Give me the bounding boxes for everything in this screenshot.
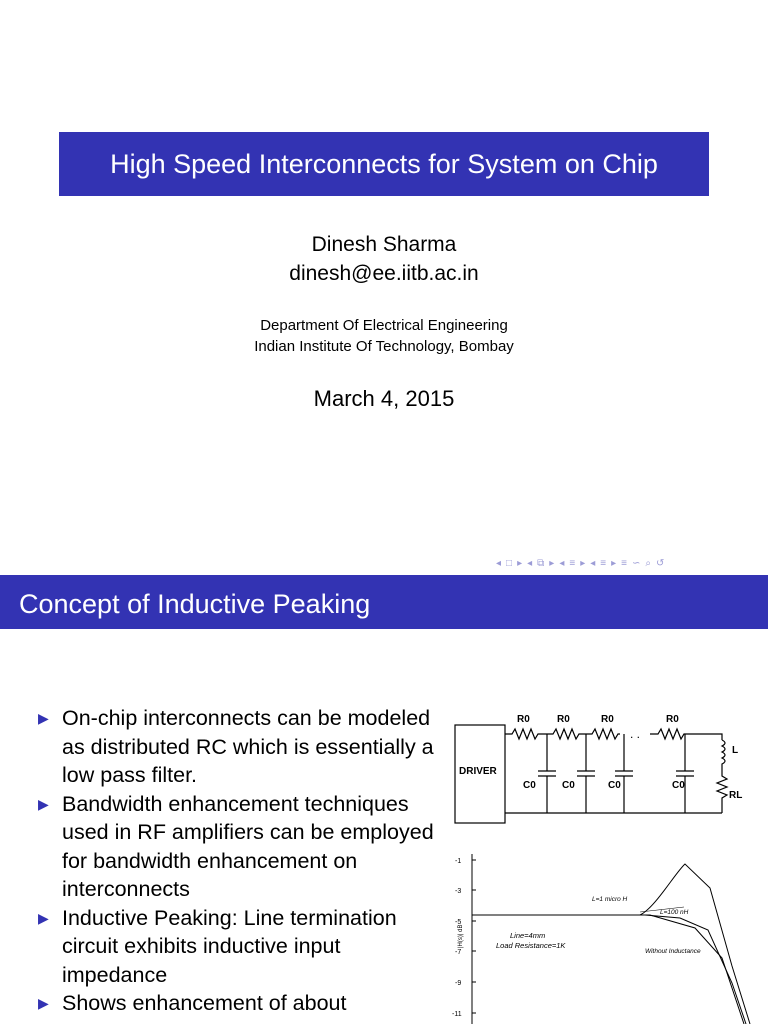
nav-doc-icon[interactable]: ≡ xyxy=(600,557,607,569)
resistor-label: R0 xyxy=(601,714,614,725)
frequency-response-plot xyxy=(450,848,760,1024)
resistor-label: R0 xyxy=(557,714,570,725)
resistor-chain xyxy=(505,729,620,739)
bullet-triangle-icon: ▶ xyxy=(38,909,49,926)
y-tick-label: -5 xyxy=(455,919,462,926)
nav-search-icon[interactable]: ⌕ xyxy=(645,557,651,569)
capacitor-label: C0 xyxy=(672,780,685,791)
beamer-navigation xyxy=(496,556,764,570)
nav-prev-icon[interactable]: ◂ xyxy=(527,557,533,569)
frame-title: Concept of Inductive Peaking xyxy=(19,589,371,619)
bullet-text: Bandwidth enhancement techniques used in RF amplifiers can be employed for bandwidth enhancement on interconnects xyxy=(62,791,434,901)
driver-label: DRIVER xyxy=(459,766,497,777)
curve-label: L=1 micro H xyxy=(592,896,628,903)
load-resistor-label: RL xyxy=(729,790,743,801)
nav-back-icon[interactable]: ∽ xyxy=(631,557,641,569)
list-item xyxy=(38,704,438,790)
resistor-label: R0 xyxy=(666,714,679,725)
resistor-label: R0 xyxy=(517,714,530,725)
y-tick-label: -3 xyxy=(455,888,462,895)
curve-label: L=100 nH xyxy=(660,909,689,916)
slide-title-box xyxy=(59,132,709,196)
capacitor-label: C0 xyxy=(562,780,575,791)
bullet-triangle-icon: ▶ xyxy=(38,710,49,726)
nav-next-icon[interactable]: ▸ xyxy=(549,557,555,569)
y-tick-label: -11 xyxy=(452,1011,462,1018)
nav-prev-icon[interactable]: ◂ xyxy=(559,557,565,569)
y-tick-label: -1 xyxy=(455,858,462,865)
nav-menu-icon[interactable]: ≡ xyxy=(621,557,627,569)
bullet-text: Shows enhancement of about xyxy=(62,991,347,1015)
nav-next-icon[interactable]: ▸ xyxy=(611,557,617,569)
presentation-date: March 4, 2015 xyxy=(313,386,455,411)
capacitor-label: C0 xyxy=(608,780,621,791)
inductor-label: L xyxy=(732,745,739,756)
slide-title: High Speed Interconnects for System on Chip xyxy=(110,148,658,179)
y-ticks xyxy=(472,860,476,1013)
y-tick-label: -7 xyxy=(455,949,462,956)
bullet-text: Inductive Peaking: Line termination circuit exhibits inductive input impedance xyxy=(62,905,397,987)
list-item xyxy=(38,904,438,990)
list-item xyxy=(38,790,438,904)
last-resistor xyxy=(650,729,722,740)
bullet-text: On-chip interconnects can be modeled as distributed RC which is essentially a low pass filter. xyxy=(62,706,434,787)
plot-note: Load Resistance=1K xyxy=(496,941,566,950)
nav-forward-icon[interactable]: ↺ xyxy=(655,557,665,569)
nav-next-icon[interactable]: ▸ xyxy=(517,557,523,569)
institute: Indian Institute Of Technology, Bombay xyxy=(254,338,514,355)
nav-prev-icon[interactable]: ◂ xyxy=(590,557,596,569)
capacitor-label: C0 xyxy=(523,780,536,791)
nav-prev-icon[interactable]: ◂ xyxy=(496,557,502,569)
bullet-triangle-icon: ▶ xyxy=(38,995,49,1011)
curve-label: Without Inductance xyxy=(645,948,701,955)
y-tick-label: -9 xyxy=(455,980,462,987)
bullet-triangle-icon: ▶ xyxy=(38,795,49,812)
nav-subsection-icon[interactable]: ⧉ xyxy=(537,557,545,569)
author-email: dinesh@ee.iitb.ac.in xyxy=(289,262,479,285)
nav-frame-icon[interactable]: □ xyxy=(506,557,513,569)
nav-next-icon[interactable]: ▸ xyxy=(580,557,586,569)
ellipsis-dots: . . xyxy=(630,727,641,741)
plot-note: Line=4mm xyxy=(510,931,546,940)
nav-section-icon[interactable]: ≡ xyxy=(569,557,576,569)
y-axis-label: |H(s)| dB xyxy=(458,924,464,948)
rc-ladder-circuit-diagram xyxy=(450,710,750,830)
inductor-load xyxy=(717,740,727,813)
author-name: Dinesh Sharma xyxy=(311,233,457,256)
bullet-list xyxy=(38,704,438,1018)
list-item xyxy=(38,989,438,1018)
department: Department Of Electrical Engineering xyxy=(260,317,508,334)
